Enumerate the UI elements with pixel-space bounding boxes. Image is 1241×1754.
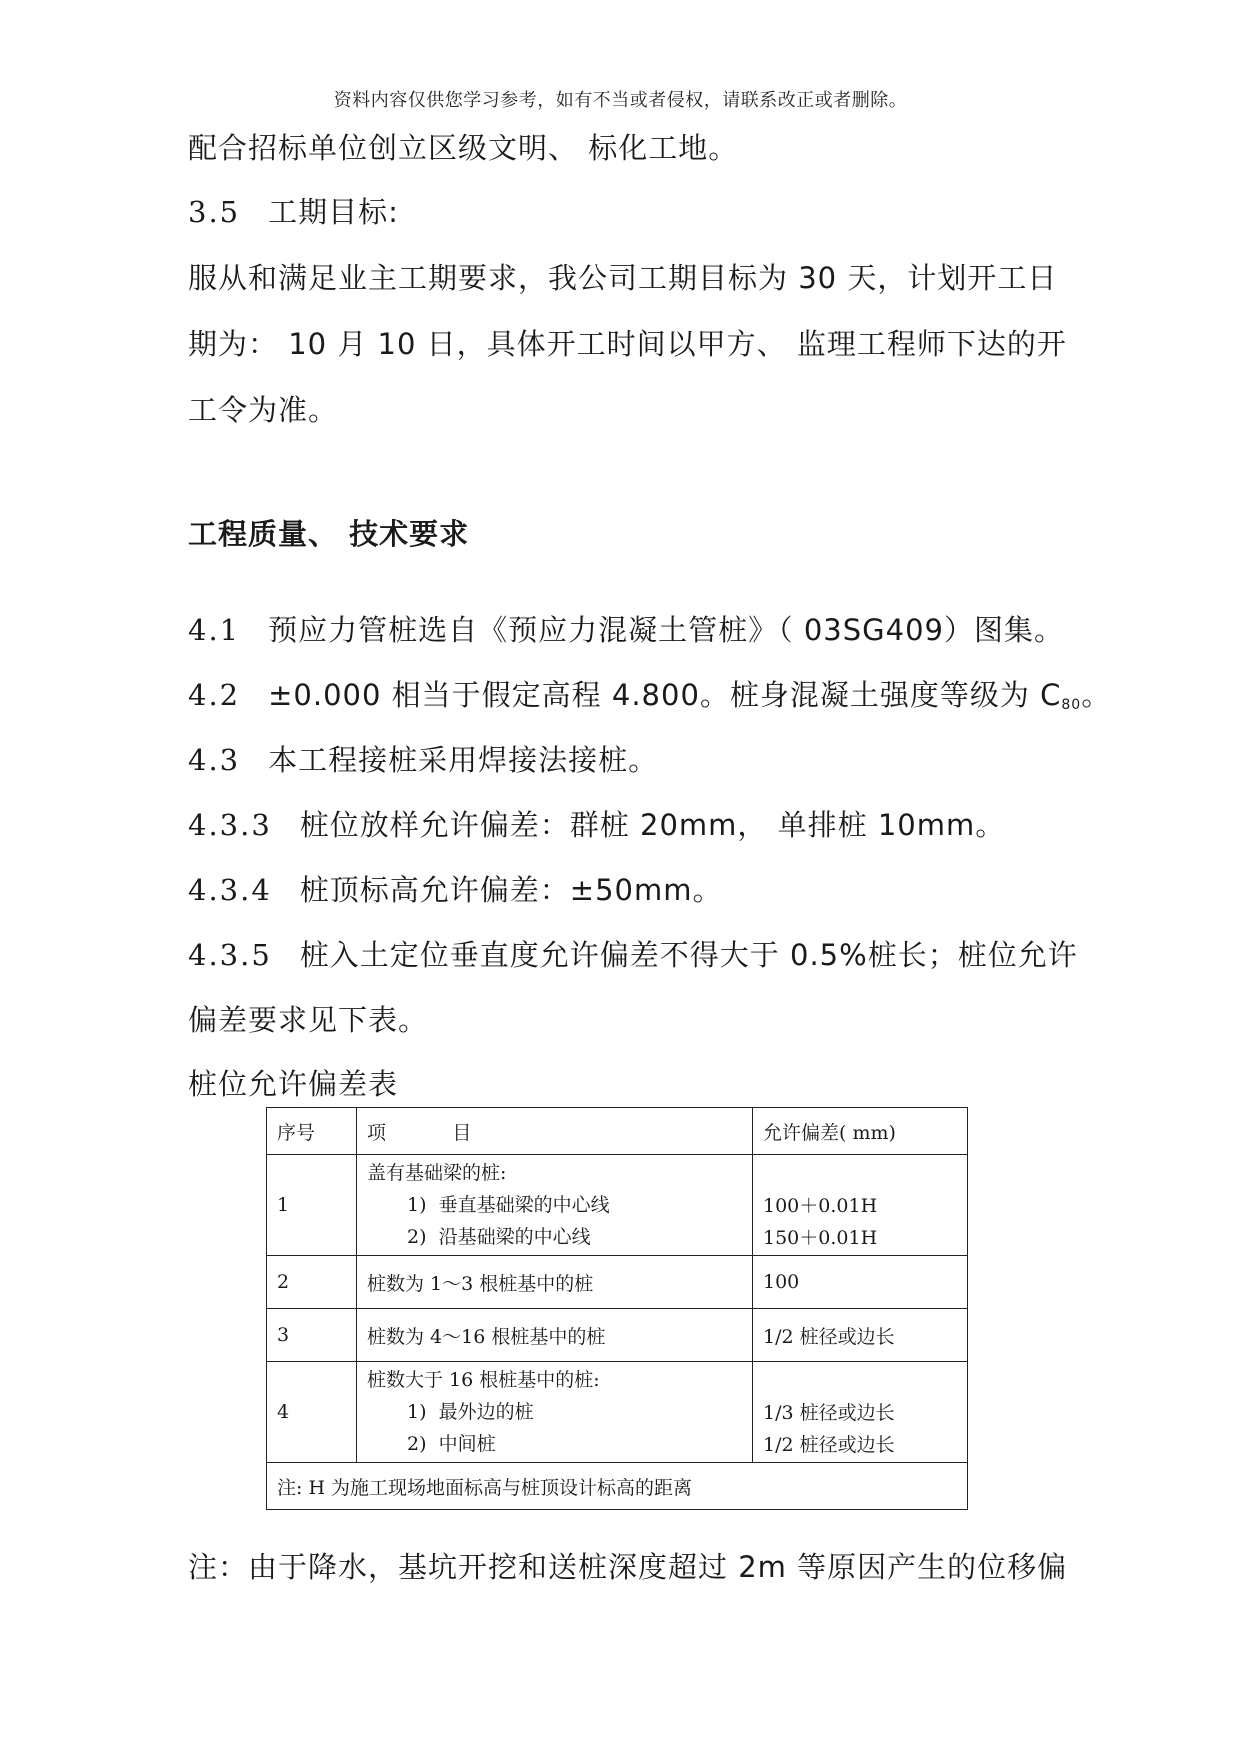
item-text-end: 。 [1081,678,1112,712]
row-number: 4 [267,1362,357,1463]
table-row [267,1362,968,1463]
paragraph-line: 工令为准。 [188,393,339,427]
paragraph-line: 偏差要求见下表。 [188,1003,429,1037]
subsection-3-5 [188,190,399,231]
paragraph-line: 配合招标单位创立区级文明、 标化工地。 [188,131,739,165]
item-number: 3.5 [188,195,241,229]
row-number: 3 [267,1309,357,1362]
paragraph-line: 期为： 10 月 10 日，具体开工时间以甲方、 监理工程师下达的开 [188,327,1067,361]
table-row [267,1256,968,1309]
row-value [753,1362,968,1463]
row-item: 桩数为 4～16 根桩基中的桩 [357,1309,753,1362]
item-number: 4.2 [188,678,241,712]
value-line: 100＋0.01H [763,1195,878,1217]
table-row [267,1309,968,1362]
row-item: 桩数为 1～3 根桩基中的桩 [357,1256,753,1309]
item-text: 桩位放样允许偏差：群桩 20mm， 单排桩 10mm。 [299,808,1006,842]
item-4-3-3 [188,803,1005,844]
item-sub: 1) 最外边的桩 [407,1401,534,1423]
table-row [267,1155,968,1256]
row-value: 1/2 桩径或边长 [753,1309,968,1362]
item-title: 桩数大于 16 根桩基中的桩: [367,1369,600,1391]
item-text: 预应力管桩选自《预应力混凝土管桩》（ 03SG409）图集。 [268,613,1064,647]
table-header-cell: 项 目 [357,1108,753,1155]
item-sub: 2) 沿基础梁的中心线 [407,1226,591,1248]
row-value [753,1155,968,1256]
item-sub: 1) 垂直基础梁的中心线 [407,1194,610,1216]
item-number: 4.3 [188,743,241,777]
item-number: 4.3.3 [188,808,272,842]
item-text: ±0.000 相当于假定高程 4.800。桩身混凝土强度等级为 C [268,678,1062,712]
row-item [357,1362,753,1463]
item-4-2 [188,673,1111,714]
table-title: 桩位允许偏差表 [188,1067,399,1101]
value-line: 150＋0.01H [763,1227,878,1249]
pile-deviation-table [266,1107,968,1510]
item-text: 桩入土定位垂直度允许偏差不得大于 0.5%桩长；桩位允许 [299,938,1078,972]
item-number: 4.3.5 [188,938,272,972]
item-4-3-4 [188,868,723,909]
paragraph-line: 服从和满足业主工期要求，我公司工期目标为 30 天，计划开工日 [188,261,1058,295]
item-text: 本工程接桩采用焊接法接桩。 [268,743,659,777]
value-line: 1/3 桩径或边长 [763,1402,895,1424]
value-line: 1/2 桩径或边长 [763,1434,895,1456]
subscript: 80 [1061,697,1082,713]
table-header-cell: 允许偏差( mm) [753,1108,968,1155]
header-disclaimer: 资料内容仅供您学习参考，如有不当或者侵权，请联系改正或者删除。 [333,90,908,111]
item-sub: 2) 中间桩 [407,1433,496,1455]
table-header-cell: 序号 [267,1108,357,1155]
item-text: 工期目标: [268,195,399,229]
item-4-1 [188,608,1064,649]
row-number: 1 [267,1155,357,1256]
row-number: 2 [267,1256,357,1309]
item-number: 4.1 [188,613,241,647]
item-4-3-5 [188,933,1078,974]
item-text: 桩顶标高允许偏差：±50mm。 [299,873,723,907]
footer-note-line: 注：由于降水，基坑开挖和送桩深度超过 2m 等原因产生的位移偏 [188,1550,1068,1584]
item-title: 盖有基础梁的桩: [367,1162,507,1184]
table-header-row [267,1108,968,1155]
table-note-row [267,1463,968,1510]
table-note: 注: H 为施工现场地面标高与桩顶设计标高的距离 [267,1463,968,1510]
item-number: 4.3.4 [188,873,272,907]
item-4-3 [188,738,658,779]
row-item [357,1155,753,1256]
section-heading: 工程质量、 技术要求 [188,517,470,551]
row-value: 100 [753,1256,968,1309]
